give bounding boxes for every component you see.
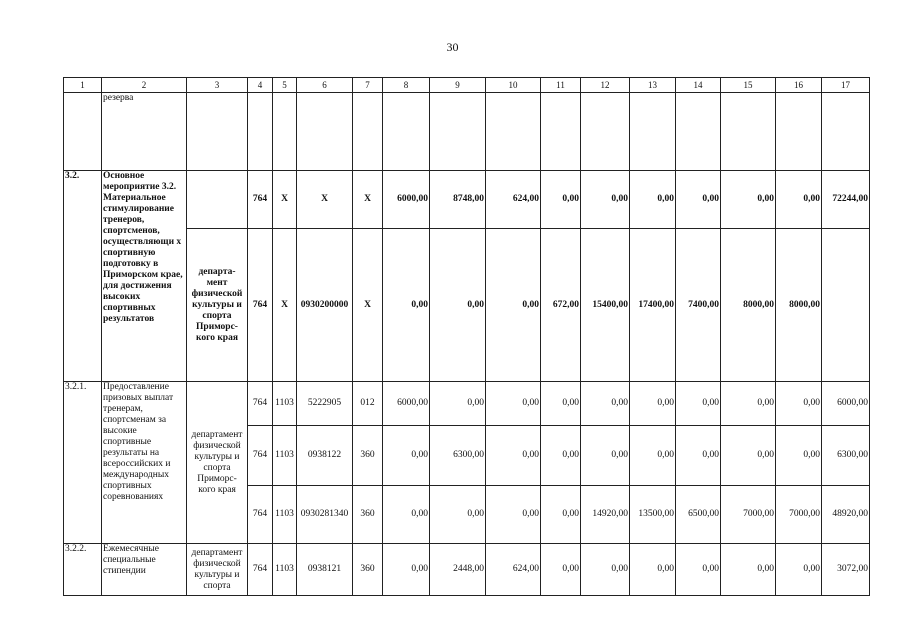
table-cell: 7000,00 bbox=[776, 486, 822, 544]
table-cell: X bbox=[353, 229, 383, 382]
table-cell: 764 bbox=[248, 229, 273, 382]
table-cell: 0,00 bbox=[676, 426, 721, 486]
header-cell: 5 bbox=[273, 78, 297, 93]
table-cell: 764 bbox=[248, 544, 273, 596]
table-cell: X bbox=[273, 229, 297, 382]
table-cell: 360 bbox=[353, 544, 383, 596]
header-cell: 11 bbox=[541, 78, 581, 93]
table-cell: 0,00 bbox=[486, 426, 541, 486]
executor-cell: департамент физической культуры и спорта Приморс- кого края bbox=[187, 382, 248, 544]
table-cell: 17400,00 bbox=[630, 229, 676, 382]
table-cell: 0930281340 bbox=[297, 486, 353, 544]
header-cell: 15 bbox=[721, 78, 776, 93]
table-cell: 0,00 bbox=[676, 382, 721, 426]
row-name: резерва bbox=[102, 93, 187, 171]
table-cell: 3072,00 bbox=[822, 544, 870, 596]
table-cell: 0,00 bbox=[486, 486, 541, 544]
header-cell: 9 bbox=[430, 78, 486, 93]
header-row bbox=[64, 78, 870, 93]
table-cell: 360 bbox=[353, 486, 383, 544]
header-cell: 17 bbox=[822, 78, 870, 93]
header-cell: 7 bbox=[353, 78, 383, 93]
table-cell: 0,00 bbox=[581, 426, 630, 486]
table-cell: 5222905 bbox=[297, 382, 353, 426]
table-cell: 0,00 bbox=[430, 486, 486, 544]
header-cell: 16 bbox=[776, 78, 822, 93]
table-cell: X bbox=[353, 171, 383, 229]
table-cell: 0,00 bbox=[383, 229, 430, 382]
table-cell: 764 bbox=[248, 486, 273, 544]
header-cell: 13 bbox=[630, 78, 676, 93]
header-cell: 10 bbox=[486, 78, 541, 93]
table-cell: 72244,00 bbox=[822, 171, 870, 229]
table-cell: 0,00 bbox=[430, 382, 486, 426]
table-cell: 0,00 bbox=[486, 382, 541, 426]
table-cell: 624,00 bbox=[486, 171, 541, 229]
table-cell: 0938122 bbox=[297, 426, 353, 486]
table-cell: 360 bbox=[353, 426, 383, 486]
table-cell bbox=[822, 229, 870, 382]
table-cell: 0,00 bbox=[541, 544, 581, 596]
table-cell: 0,00 bbox=[383, 486, 430, 544]
table-row bbox=[64, 382, 870, 426]
table-cell: 0,00 bbox=[630, 544, 676, 596]
table-cell: 1103 bbox=[273, 544, 297, 596]
table-cell: 0,00 bbox=[581, 382, 630, 426]
header-cell: 3 bbox=[187, 78, 248, 93]
table-cell: 1103 bbox=[273, 382, 297, 426]
table-cell: 764 bbox=[248, 382, 273, 426]
table-cell: 0,00 bbox=[776, 544, 822, 596]
table-cell: 0,00 bbox=[630, 382, 676, 426]
table-cell: 7400,00 bbox=[676, 229, 721, 382]
page-number: 30 bbox=[446, 40, 459, 54]
executor-cell: департа- мент физической культуры и спорта Приморс- кого края bbox=[187, 229, 248, 382]
table-cell: 0,00 bbox=[721, 382, 776, 426]
table-cell: 764 bbox=[248, 171, 273, 229]
header-cell: 4 bbox=[248, 78, 273, 93]
table-cell: 0,00 bbox=[776, 382, 822, 426]
table-cell: 672,00 bbox=[541, 229, 581, 382]
header-cell: 6 bbox=[297, 78, 353, 93]
header-cell: 1 bbox=[64, 78, 102, 93]
executor-cell bbox=[187, 171, 248, 229]
table-row bbox=[64, 93, 870, 171]
table-cell: 48920,00 bbox=[822, 486, 870, 544]
table-cell: 764 bbox=[248, 426, 273, 486]
table-cell: X bbox=[273, 171, 297, 229]
table-cell: 6000,00 bbox=[383, 382, 430, 426]
table-cell: 8000,00 bbox=[721, 229, 776, 382]
table-cell bbox=[64, 93, 102, 171]
table-cell: 1103 bbox=[273, 426, 297, 486]
row-code: 3.2.1. bbox=[64, 382, 102, 544]
table-cell: 0,00 bbox=[776, 426, 822, 486]
table-cell: 6300,00 bbox=[822, 426, 870, 486]
table-cell: 14920,00 bbox=[581, 486, 630, 544]
header-cell: 8 bbox=[383, 78, 430, 93]
table-cell: 6000,00 bbox=[383, 171, 430, 229]
table-cell: 0,00 bbox=[383, 544, 430, 596]
table-cell: 0,00 bbox=[676, 544, 721, 596]
table-cell: 13500,00 bbox=[630, 486, 676, 544]
table-cell: 1103 bbox=[273, 486, 297, 544]
table-cell: 0,00 bbox=[581, 171, 630, 229]
table-cell: 15400,00 bbox=[581, 229, 630, 382]
table-cell: 0,00 bbox=[541, 486, 581, 544]
table-cell: 0,00 bbox=[630, 171, 676, 229]
budget-table bbox=[63, 77, 870, 596]
table-cell: 7000,00 bbox=[721, 486, 776, 544]
table-cell: 8748,00 bbox=[430, 171, 486, 229]
table-row bbox=[64, 544, 870, 596]
table-row bbox=[64, 171, 870, 229]
table-cell: X bbox=[297, 171, 353, 229]
table-cell: 0,00 bbox=[383, 426, 430, 486]
table-cell: 0,00 bbox=[541, 171, 581, 229]
table-cell: 012 bbox=[353, 382, 383, 426]
table-cell: 0,00 bbox=[721, 426, 776, 486]
table-cell: 0930200000 bbox=[297, 229, 353, 382]
header-cell: 14 bbox=[676, 78, 721, 93]
table-cell: 0,00 bbox=[776, 171, 822, 229]
row-name: Ежемесячные специальные стипендии bbox=[102, 544, 187, 596]
table-cell: 0,00 bbox=[486, 229, 541, 382]
table-cell: 0,00 bbox=[541, 382, 581, 426]
table-cell: 0,00 bbox=[541, 426, 581, 486]
header-cell: 12 bbox=[581, 78, 630, 93]
header-cell: 2 bbox=[102, 78, 187, 93]
table-cell: 8000,00 bbox=[776, 229, 822, 382]
row-code: 3.2. bbox=[64, 171, 102, 382]
table-cell: 0938121 bbox=[297, 544, 353, 596]
row-name: Основное мероприятие 3.2. Материальное стимулирование тренеров, спортсменов, осуществляющи х спортивную подготовку в Приморском крае, для достижения высоких спортивных результатов bbox=[102, 171, 187, 382]
row-name: Предоставление призовых выплат тренерам, спортсменам за высокие спортивные результаты на всероссийских и международных спортивных соревнованиях bbox=[102, 382, 187, 544]
row-code: 3.2.2. bbox=[64, 544, 102, 596]
table-cell: 6000,00 bbox=[822, 382, 870, 426]
table-cell: 6500,00 bbox=[676, 486, 721, 544]
table-cell: 0,00 bbox=[721, 544, 776, 596]
table-cell: 2448,00 bbox=[430, 544, 486, 596]
table-cell: 624,00 bbox=[486, 544, 541, 596]
table-cell: 0,00 bbox=[630, 426, 676, 486]
table-cell: 0,00 bbox=[676, 171, 721, 229]
executor-cell: департамент физической культуры и спорта bbox=[187, 544, 248, 596]
table-cell: 0,00 bbox=[581, 544, 630, 596]
table-cell: 0,00 bbox=[430, 229, 486, 382]
table-cell: 0,00 bbox=[721, 171, 776, 229]
table-cell: 6300,00 bbox=[430, 426, 486, 486]
